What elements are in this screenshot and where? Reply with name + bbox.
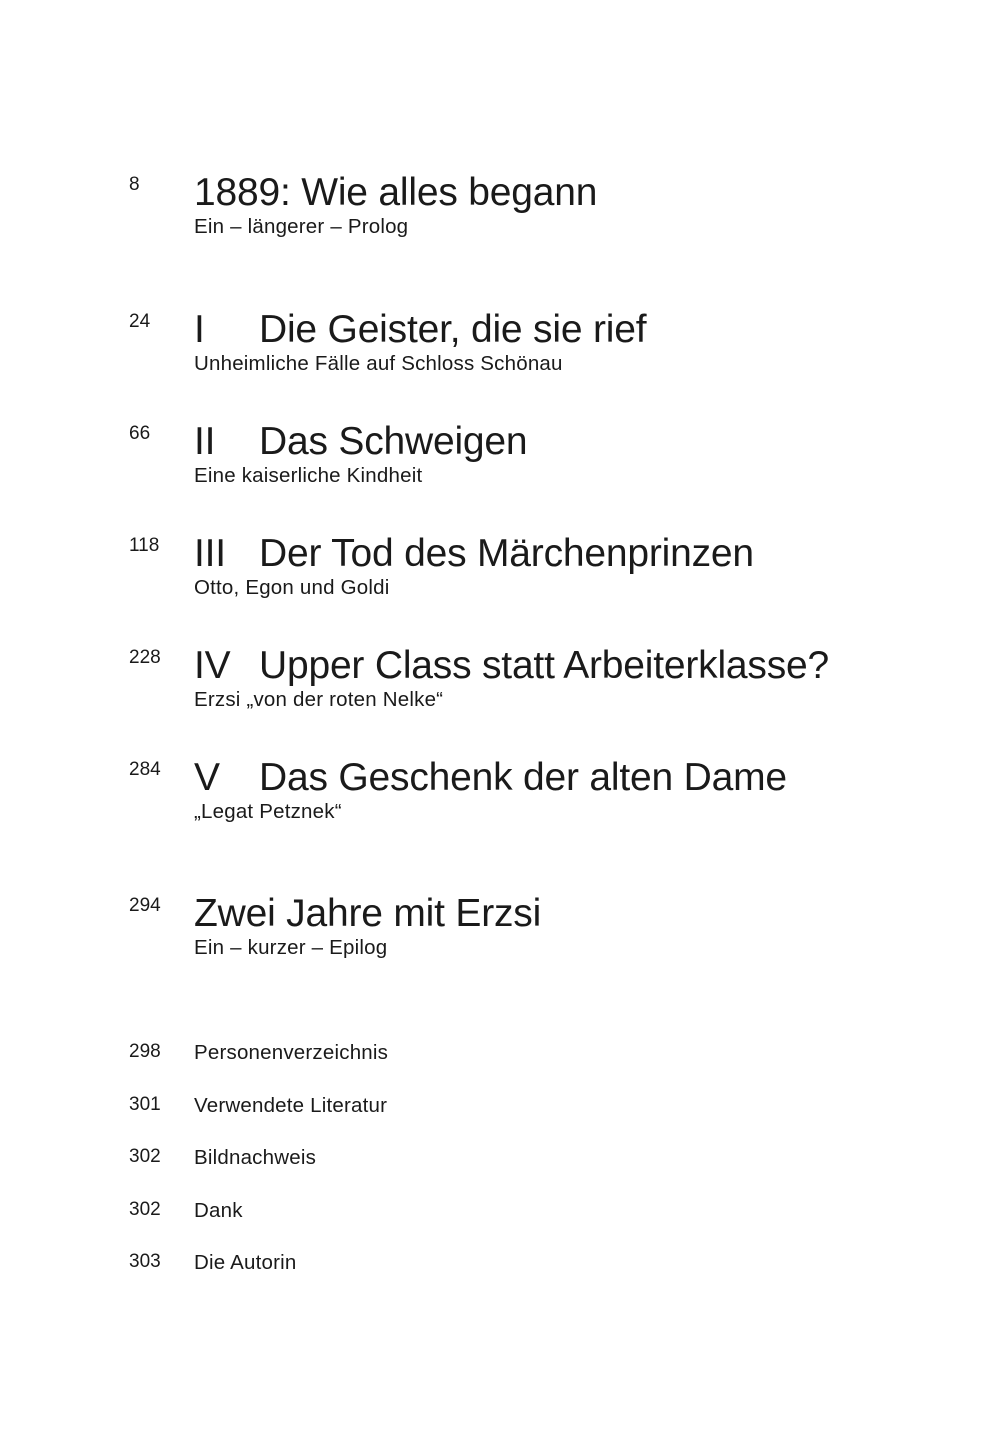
page-number: 294 [129,895,161,916]
entry-titles [194,645,974,712]
chapter-numeral: III [194,532,226,575]
chapter-heading [194,757,974,799]
appendix-title: Bildnachweis [194,1146,317,1169]
chapter-title: Zwei Jahre mit Erzsi [194,892,542,935]
page-number: 228 [129,647,161,668]
entry-titles [194,172,974,239]
page-number: 302 [129,1199,161,1220]
page-number: 302 [129,1146,161,1167]
chapter-heading [194,309,974,351]
page-number: 298 [129,1041,161,1062]
chapter-subtitle: Otto, Egon und Goldi [194,576,390,599]
chapter-heading [194,645,974,687]
chapter-title: Das Schweigen [259,420,528,463]
chapter-subtitle: Ein – kurzer – Epilog [194,936,388,959]
appendix-title: Verwendete Literatur [194,1094,388,1117]
appendix-title: Personenverzeichnis [194,1041,389,1064]
chapter-title: Das Geschenk der alten Dame [259,756,787,799]
chapter-subtitle: „Legat Petznek“ [194,800,342,823]
chapter-title: 1889: Wie alles begann [194,171,598,214]
page-number: 301 [129,1094,161,1115]
chapter-title: Der Tod des Märchenprinzen [259,532,754,575]
chapter-subtitle: Ein – längerer – Prolog [194,215,409,238]
chapter-title: Die Geister, die sie rief [259,308,647,351]
chapter-subtitle: Eine kaiserliche Kindheit [194,464,423,487]
entry-titles [194,757,974,824]
chapter-numeral: IV [194,644,231,687]
chapter-heading [194,421,974,463]
entry-titles [194,421,974,488]
entry-titles [194,533,974,600]
chapter-subtitle: Unheimliche Fälle auf Schloss Schönau [194,352,563,375]
chapter-heading [194,533,974,575]
chapter-numeral: V [194,756,220,799]
chapter-subtitle: Erzsi „von der roten Nelke“ [194,688,444,711]
appendix-title: Dank [194,1199,243,1222]
chapter-numeral: I [194,308,205,351]
chapter-numeral: II [194,420,216,463]
chapter-title: Upper Class statt Arbeiterklasse? [259,644,829,687]
page-number: 24 [129,311,151,332]
entry-titles [194,309,974,376]
page-number: 66 [129,423,151,444]
page-number: 303 [129,1251,161,1272]
page-number: 284 [129,759,161,780]
entry-titles [194,893,974,960]
page-number: 118 [129,535,160,556]
appendix-title: Die Autorin [194,1251,297,1274]
page-number: 8 [129,174,140,195]
